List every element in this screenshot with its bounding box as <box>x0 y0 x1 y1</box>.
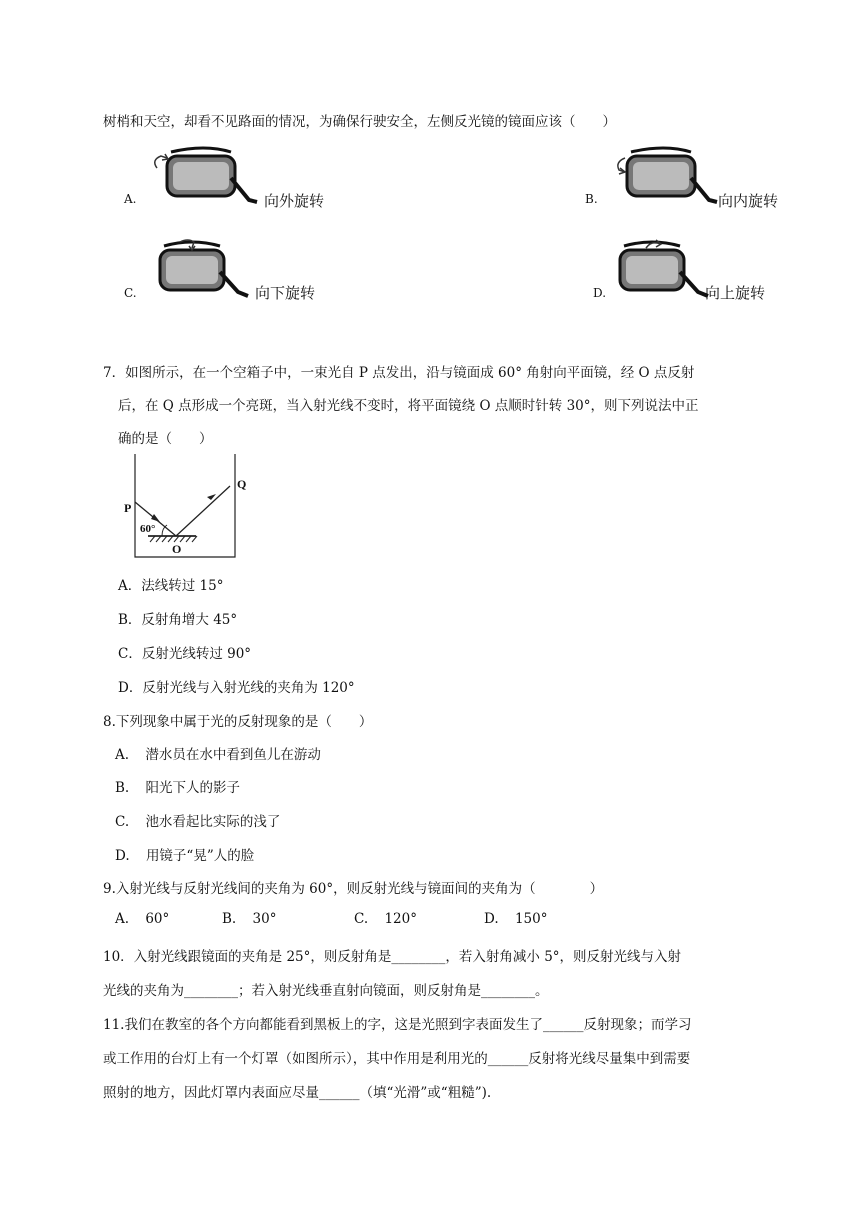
q8-option-b <box>115 776 240 796</box>
q8-option-b-text: 阳光下人的影子 <box>145 780 241 796</box>
mirror-inward-icon <box>605 142 720 208</box>
q7-line1: 7．如图所示，在一个空箱子中，一束光自 P 点发出，沿与镜面成 60° 角射向平面镜，经 O 点反射 <box>103 365 695 381</box>
q9-option-b-text: 30° <box>252 911 277 927</box>
q6-option-b-label: 向内旋转 <box>718 192 779 210</box>
q8-option-d-letter: D. <box>115 848 130 864</box>
q9-option-a <box>115 911 169 927</box>
q6-stem-tail: 树梢和天空，却看不见路面的情况，为确保行驶安全，左侧反光镜的镜面应该（ ） <box>103 114 616 130</box>
mirror-upward-icon <box>612 236 712 302</box>
q8-option-a-text: 潜水员在水中看到鱼儿在游动 <box>145 747 321 763</box>
q6-option-b-letter: B. <box>585 192 598 206</box>
q9-option-c <box>354 911 417 927</box>
mirror-downward-icon <box>152 236 252 302</box>
q7-line3: 确的是（ ） <box>118 431 213 447</box>
q8-option-c <box>115 810 280 830</box>
q7-label-angle: 60° <box>140 523 156 535</box>
q8-option-b-letter: B. <box>115 780 130 796</box>
q9-option-d-letter: D. <box>484 911 499 927</box>
q8-stem: 8.下列现象中属于光的反射现象的是（ ） <box>103 714 373 730</box>
q8-option-c-text: 池水看起比实际的浅了 <box>145 814 281 830</box>
q8-option-c-letter: C. <box>115 814 130 830</box>
q8-option-a <box>115 743 321 763</box>
q11-line2: 或工作用的台灯上有一个灯罩（如图所示），其中作用是利用光的______反射将光线尽量集中到需要 <box>103 1051 691 1067</box>
q7-label-o: O <box>172 542 182 556</box>
q7-box-diagram <box>118 450 248 562</box>
q10-line2: 光线的夹角为________；若入射光线垂直射向镜面，则反射角是________。 <box>103 983 549 999</box>
q7-line2: 后，在 Q 点形成一个亮斑，当入射光线不变时，将平面镜绕 O 点顺时针转 30°，则下列说法中正 <box>118 398 699 414</box>
q9-option-b <box>222 911 276 927</box>
q7-option-a: A．法线转过 15° <box>118 578 224 594</box>
q7-label-q: Q <box>237 477 247 491</box>
q8-option-d <box>115 844 254 864</box>
q9-option-b-letter: B. <box>222 911 237 927</box>
q6-option-d-letter: D. <box>593 286 607 300</box>
q6-option-a-label: 向外旋转 <box>264 192 325 210</box>
q6-option-d-label: 向上旋转 <box>705 284 766 302</box>
mirror-outward-icon <box>145 142 260 208</box>
q7-option-b: B．反射角增大 45° <box>118 612 238 628</box>
q9-option-c-text: 120° <box>384 911 417 927</box>
q7-label-p: P <box>124 501 132 515</box>
q6-option-c-label: 向下旋转 <box>255 284 316 302</box>
q8-option-d-text: 用镜子“晃”人的脸 <box>145 848 255 864</box>
q9-option-d-text: 150° <box>514 911 548 927</box>
q6-option-a-letter: A. <box>124 192 137 206</box>
q9-option-c-letter: C. <box>354 911 369 927</box>
q11-line3: 照射的地方，因此灯罩内表面应尽量______（填“光滑”或“粗糙”). <box>103 1085 492 1101</box>
q11-line1: 11.我们在教室的各个方向都能看到黑板上的字，这是光照到字表面发生了______反射现象；而学习 <box>103 1017 692 1033</box>
q7-option-c: C．反射光线转过 90° <box>118 646 252 662</box>
q8-option-a-letter: A. <box>115 747 130 763</box>
q10-line1: 10．入射光线跟镜面的夹角是 25°，则反射角是________，若入射角减小 5°，则反射光线与入射 <box>103 949 682 965</box>
q7-option-d: D．反射光线与入射光线的夹角为 120° <box>118 680 355 696</box>
q9-stem: 9.入射光线与反射光线间的夹角为 60°，则反射光线与镜面间的夹角为（ ） <box>103 881 604 897</box>
q9-option-a-text: 60° <box>145 911 170 927</box>
q6-option-c-letter: C. <box>124 286 137 300</box>
q9-option-d <box>484 911 547 927</box>
q9-option-a-letter: A. <box>115 911 130 927</box>
